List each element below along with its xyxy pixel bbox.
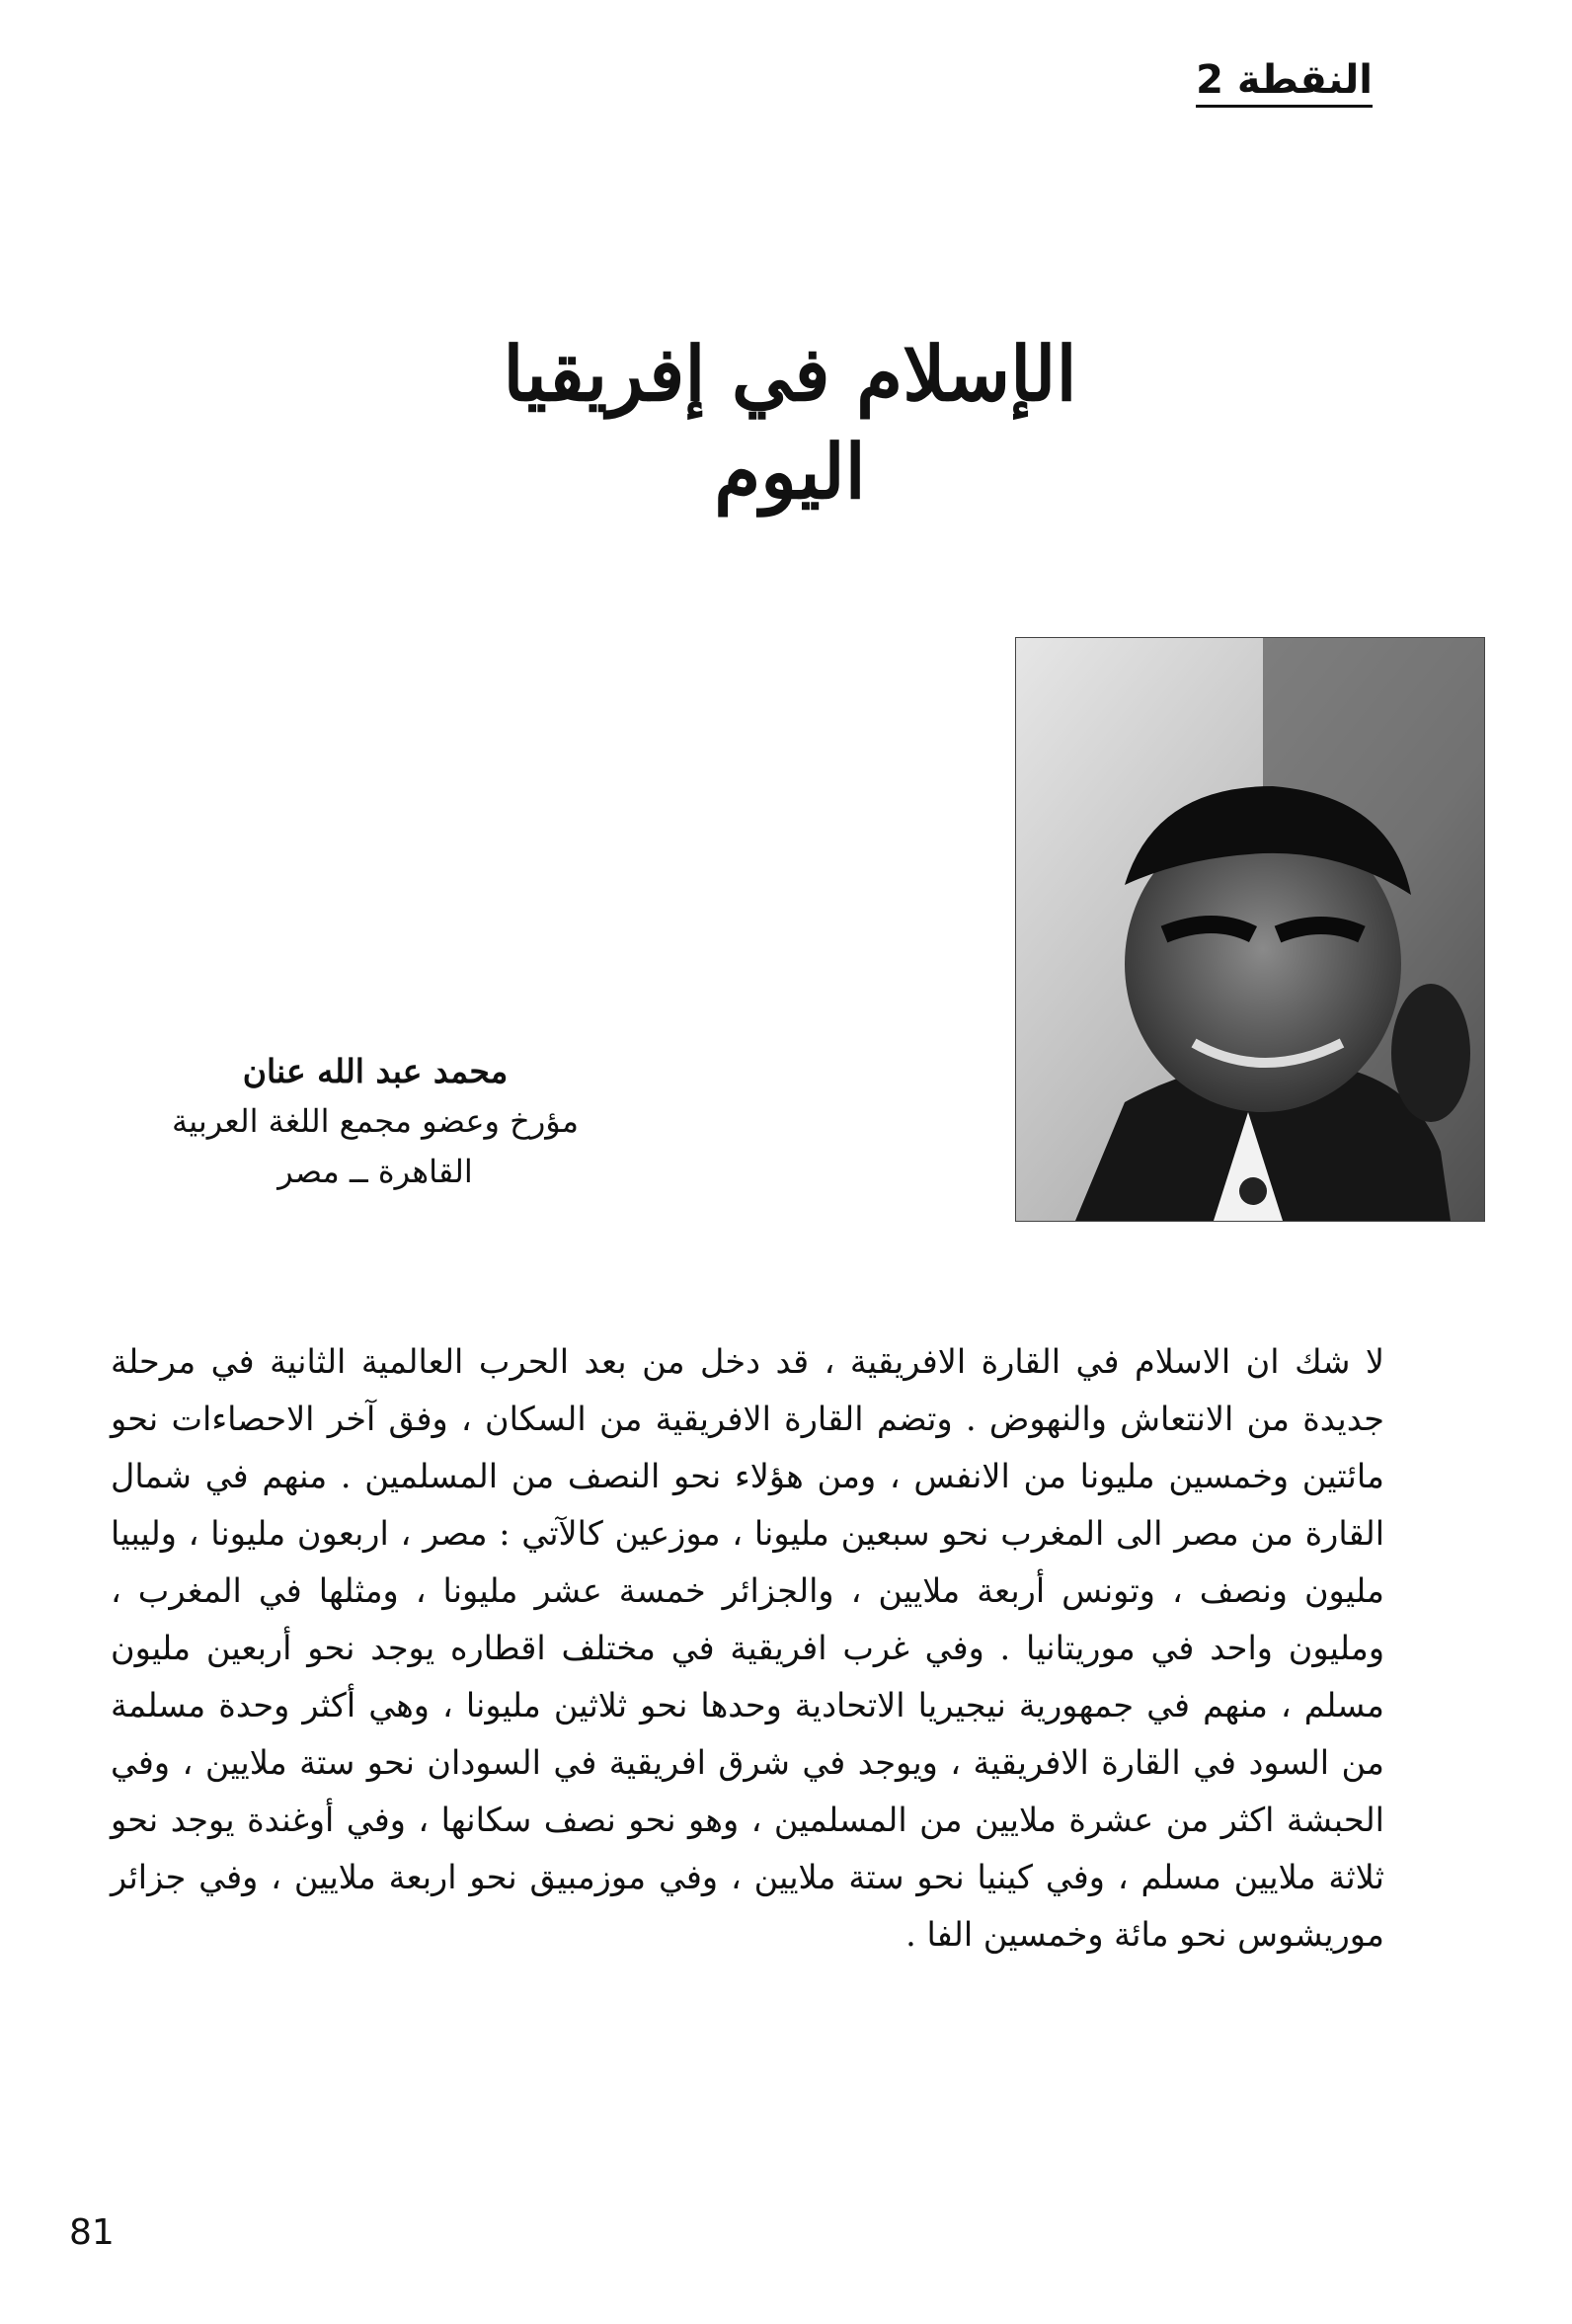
section-label: النقطة 2	[1196, 57, 1373, 108]
article-body: لا شك ان الاسلام في القارة الافريقية ، قد دخل من بعد الحرب العالمية الثانية في مرحلة جديدة من الانتعاش والنهوض . وتضم القارة الافريقية من السكان ، وفق آخر الاحصاءات نحو مائتين وخمسين مليونا من الانفس ، ومن هؤلاء نحو النصف من المسلمين . منهم في شمال القارة من مصر الى المغرب نحو سبعين مليونا ، موزعين كالآتي : مصر ، اربعون مليونا ، وليبيا مليون ونصف ، وتونس أربعة ملايين ، والجزائر خمسة عشر مليونا ، ومثلها في المغرب ، ومليون واحد في موريتانيا . وفي غرب افريقية في مختلف اقطاره يوجد نحو أربعين مليون مسلم ، منهم في جمهورية نيجيريا الاتحادية وحدها نحو ثلاثين مليونا ، وهي أكثر وحدة مسلمة من السود في القارة الافريقية ، ويوجد في شرق افريقية في السودان نحو ستة ملايين ، وفي الحبشة اكثر من عشرة ملايين من المسلمين ، وهو نحو نصف سكانها ، وفي أوغندة يوجد نحو ثلاثة ملايين مسلم ، وفي كينيا نحو ستة ملايين ، وفي موزمبيق نحو اربعة ملايين ، وفي جزائر موريشوس نحو مائة وخمسين الفا .	[111, 1342, 1384, 1954]
author-role: مؤرخ وعضو مجمع اللغة العربية	[172, 1101, 579, 1140]
author-block	[99, 1047, 652, 1197]
page-number: 81	[69, 2212, 115, 2253]
author-photo	[1015, 637, 1485, 1222]
author-name: محمد عبد الله عنان	[242, 1052, 509, 1090]
author-portrait-icon	[1016, 638, 1484, 1221]
author-location: القاهرة ــ مصر	[277, 1152, 473, 1190]
article-title: الإسلام في إفريقيا اليوم	[503, 330, 1077, 516]
